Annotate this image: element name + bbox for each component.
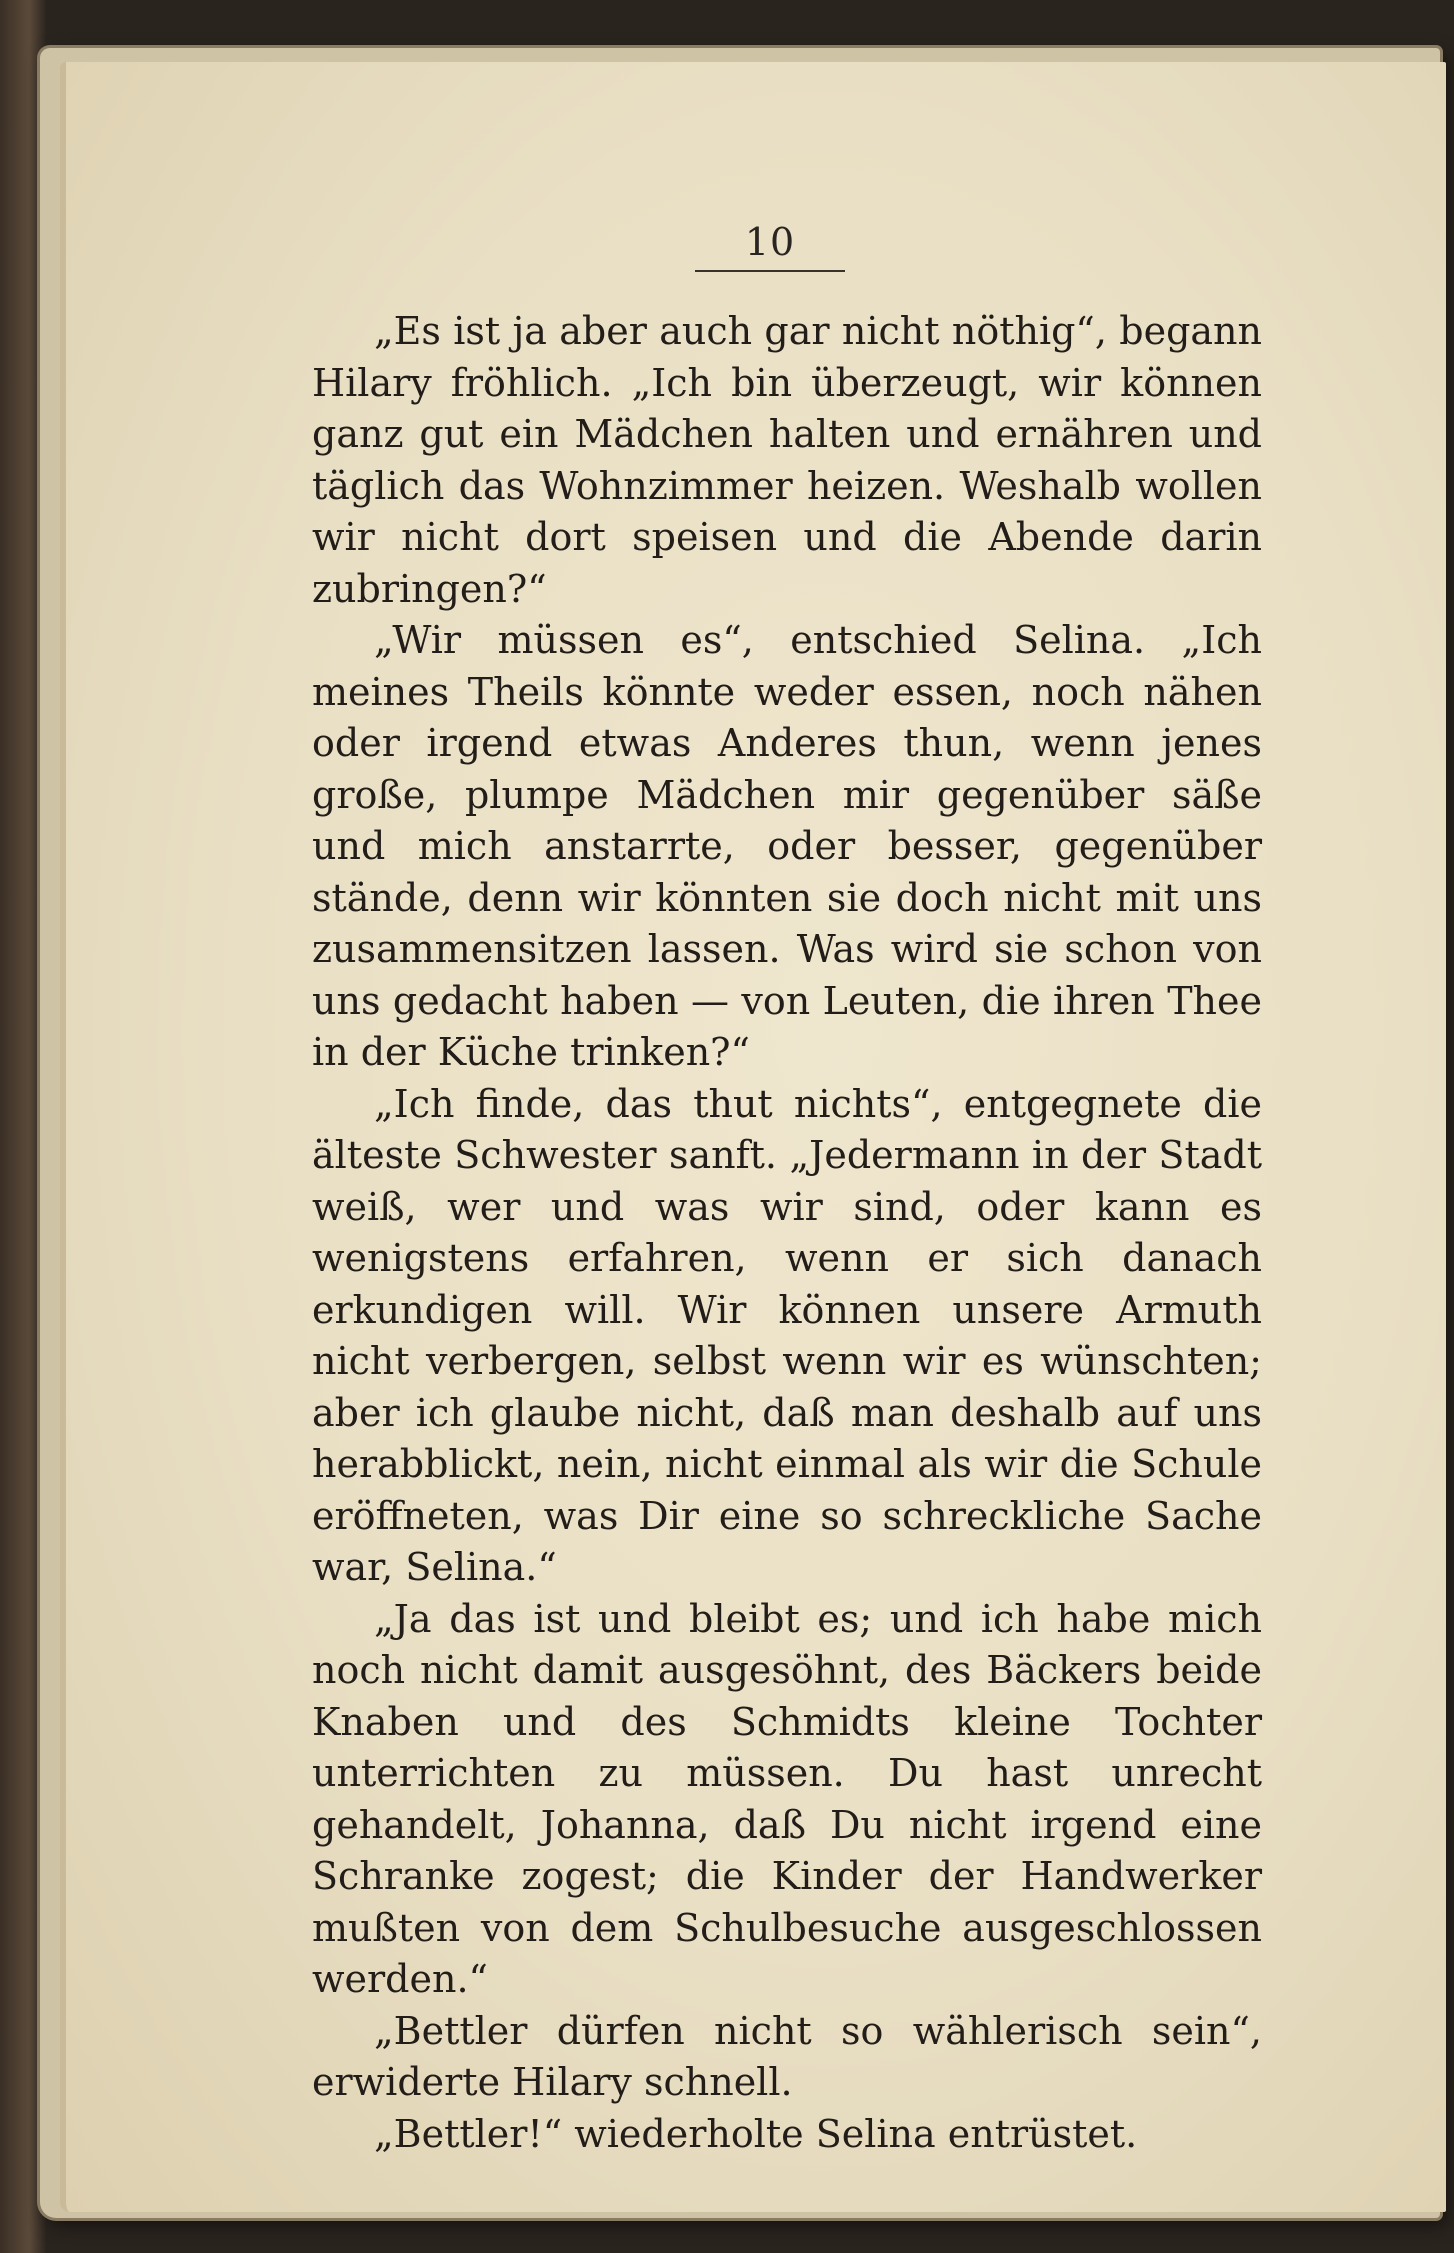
paragraph: „Ja das ist und bleibt es; und ich habe mich noch nicht damit ausgesöhnt, des Bäckers beide Knaben und des Schmidts kleine Tochter unterrichten zu müssen. Du hast unrecht gehandelt, Johanna, daß Du nicht irgend eine Schranke zogest; die Kinder der Handwerker mußten von dem Schulbesuche ausgeschlossen werden.“ [312,1596,1262,2001]
paragraph: „Wir müssen es“, entschied Selina. „Ich meines Theils könnte weder essen, noch nähen oder irgend etwas Anderes thun, wenn jenes große, plumpe Mädchen mir gegenüber säße und mich anstarrte, oder besser, gegenüber stände, denn wir könnten sie doch nicht mit uns zusammensitzen lassen. Was wird sie schon von uns gedacht haben — von Leuten, die ihren Thee in der Küche trinken?“ [312,618,1262,1074]
paragraph: „Bettler dürfen nicht so wählerisch sein“, erwiderte Hilary schnell. [312,2008,1262,2104]
page-header [695,220,845,272]
paragraph: „Bettler!“ wiederholte Selina entrüstet. [374,2111,1138,2156]
page-number: 10 [695,220,845,272]
paragraph: „Ich finde, das thut nichts“, entgegnete die älteste Schwester sanft. „Jedermann in der Stadt weiß, wer und was wir sind, oder kann es wenigstens erfahren, wenn er sich danach erkundigen will. Wir können unsere Armuth nicht verbergen, selbst wenn wir es wünschten; aber ich glaube nicht, daß man deshalb auf uns herabblickt, nein, nicht einmal als wir die Schule eröffneten, was Dir eine so schreckliche Sache war, Selina.“ [312,1081,1262,1589]
paragraph: „Es ist ja aber auch gar nicht nöthig“, begann Hilary fröhlich. „Ich bin überzeugt, wir können ganz gut ein Mädchen halten und ernähren und täglich das Wohnzimmer heizen. Weshalb wollen wir nicht dort speisen und die Abende darin zubringen?“ [312,309,1262,611]
body-text [312,306,1262,2160]
